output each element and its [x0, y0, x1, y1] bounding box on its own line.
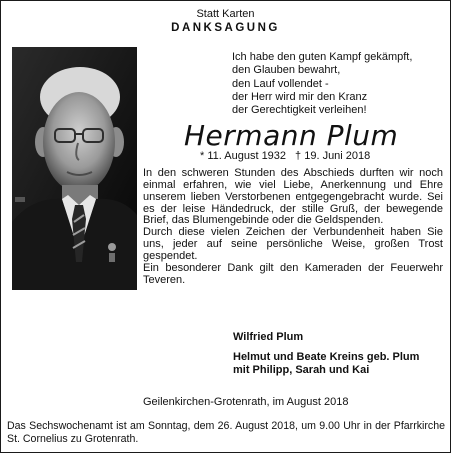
poem-line: der Gerechtigkeit verleihen! [232, 104, 367, 117]
deceased-name: Hermann Plum [184, 119, 399, 152]
life-dates [200, 150, 370, 162]
poem [232, 51, 447, 117]
signature-line: Helmut und Beate Kreins geb. Plum [233, 351, 420, 363]
mass-announcement: Das Sechswochenamt ist am Sonntag, dem 26. August 2018, um 9.00 Uhr in der Pfarrkirche St. Cornelius zu Grotenrath. [7, 420, 445, 445]
poem-line: der Herr wird mir den Kranz [232, 90, 368, 103]
poem-line: den Lauf vollendet - [232, 77, 329, 90]
signature-line: mit Philipp, Sarah und Kai [233, 364, 370, 376]
signature-block-2 [233, 351, 448, 377]
thanks-paragraph: In den schweren Stunden des Abschieds durften wir noch einmal erfahren, wie viel Liebe, Anerkennung und Ehre unserem lieben Verstorbenen entgegengebracht wurde. Sei es der leise Händedruck, der stille Gruß, der bewegende Brief, das Blumengebinde oder die Geldspenden. [143, 167, 443, 227]
place-date: Geilenkirchen-Grotenrath, im August 2018 [143, 396, 349, 408]
portrait-photo [12, 47, 137, 290]
signature-block-1 [233, 331, 448, 344]
poem-line: Ich habe den guten Kampf gekämpft, [232, 51, 413, 63]
portrait-illustration [12, 47, 137, 290]
thanks-text [143, 168, 443, 286]
header-pretitle: Statt Karten [196, 8, 255, 20]
poem-line: den Glauben bewahrt, [232, 64, 341, 77]
header-title: DANKSAGUNG [171, 22, 280, 34]
thanks-paragraph: Durch diese vielen Zeichen der Verbundenheit haben Sie uns, jeder auf seine persönliche Weise, großen Trost gespendet. [143, 226, 443, 262]
birth-date: * 11. August 1932 [200, 150, 287, 162]
thanks-paragraph: Ein besonderer Dank gilt den Kameraden der Feuerwehr Teveren. [143, 261, 443, 286]
signature-line: Wilfried Plum [233, 331, 304, 343]
death-date: † 19. Juni 2018 [295, 150, 371, 162]
